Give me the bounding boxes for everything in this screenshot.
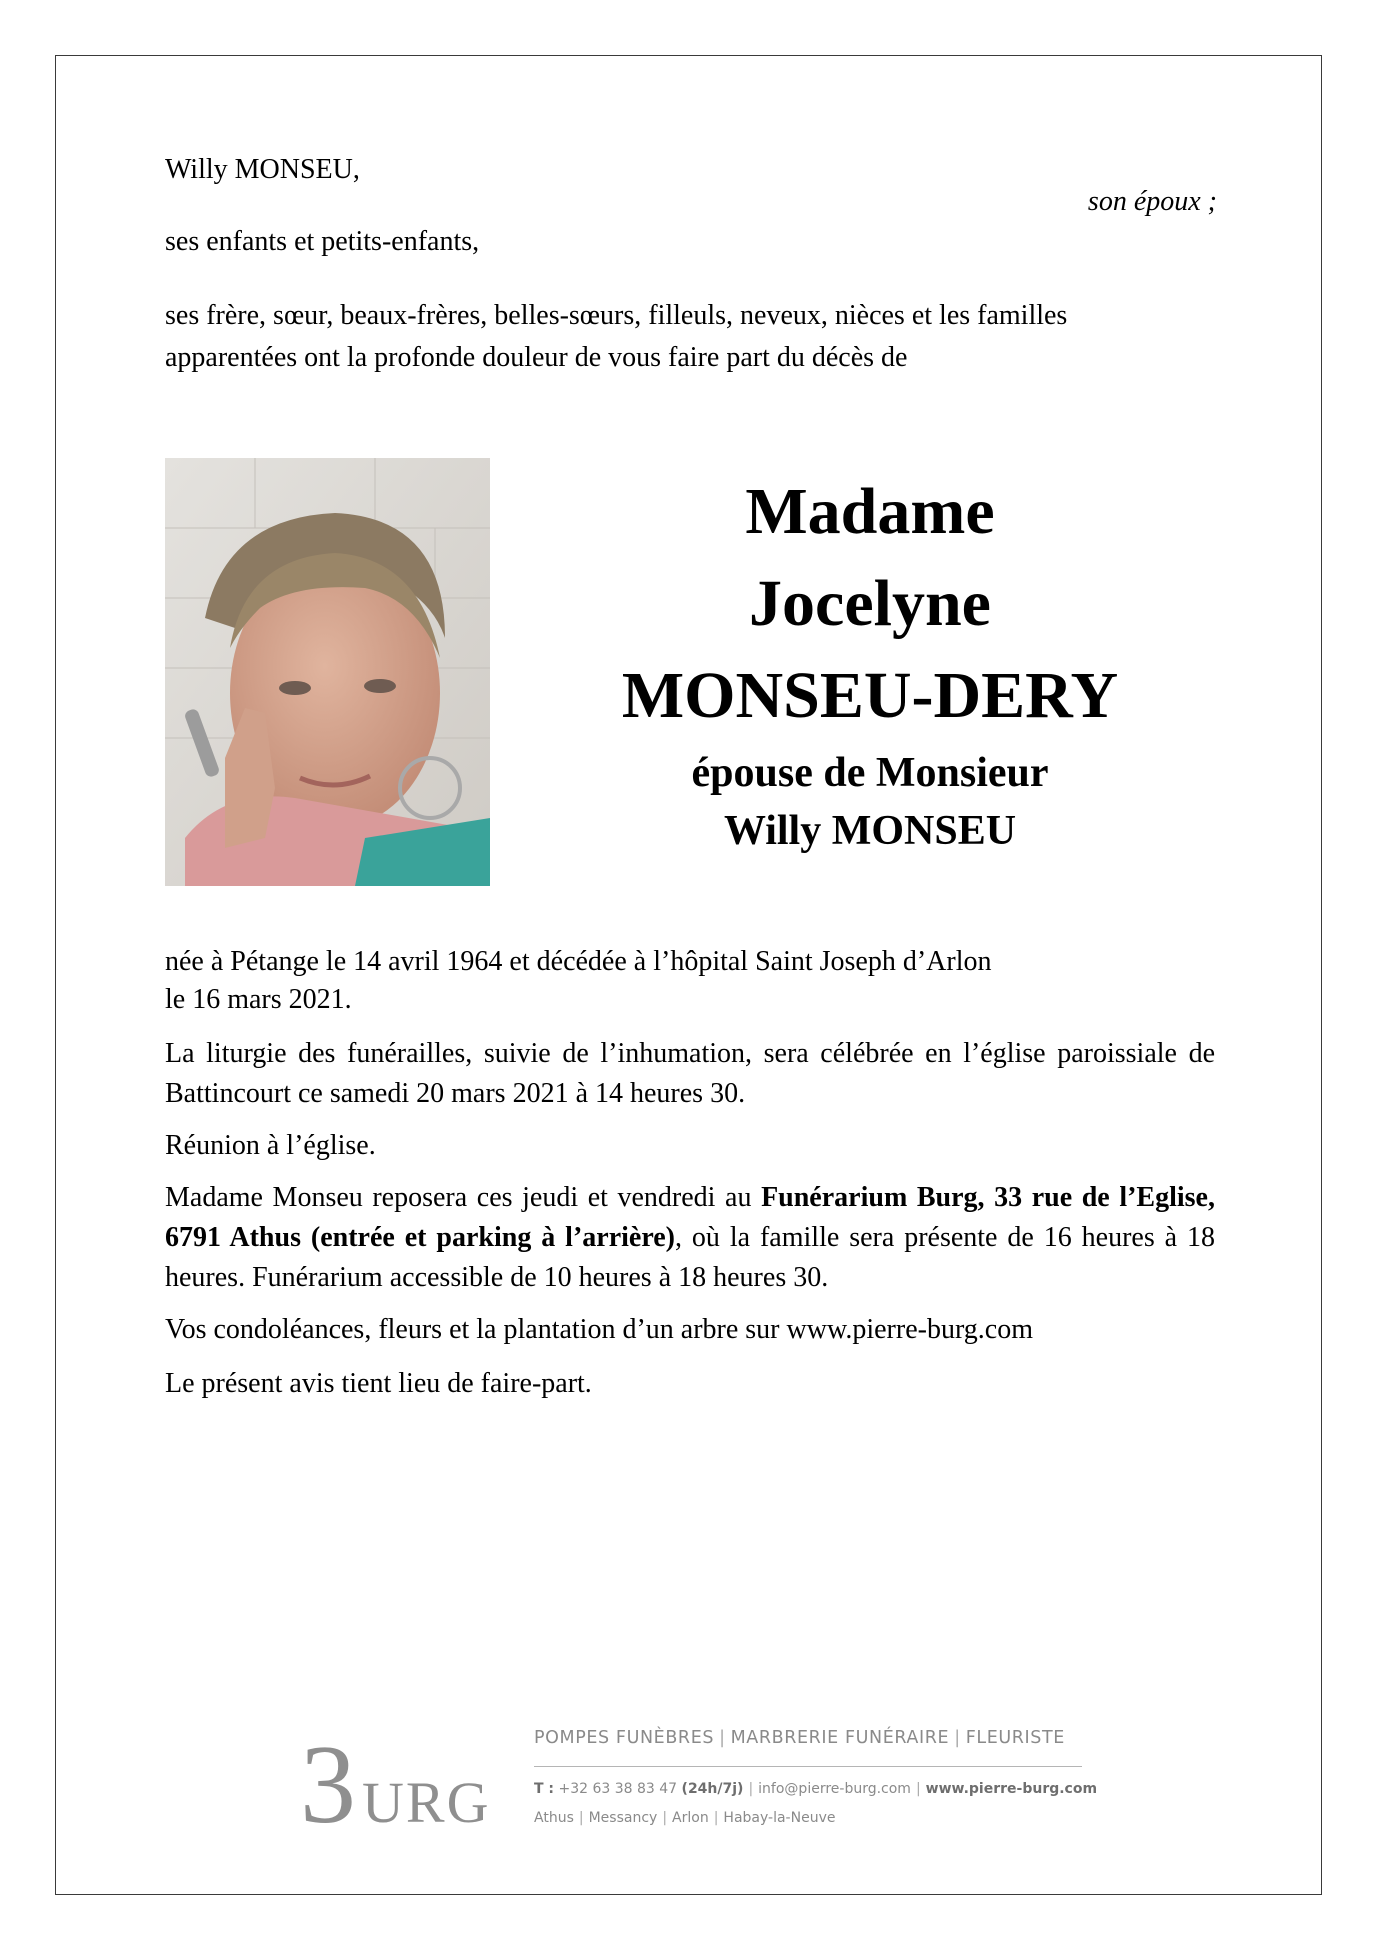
intro-spouse-note: son époux ;: [1087, 186, 1217, 217]
intro-children: ses enfants et petits-enfants,: [165, 226, 480, 257]
phone-label: T :: [534, 1781, 555, 1797]
birth-death-line-2: le 16 mars 2021.: [165, 984, 352, 1015]
website-link[interactable]: www.pierre-burg.com: [925, 1781, 1098, 1797]
email-link[interactable]: info@pierre-burg.com: [758, 1781, 911, 1797]
deceased-name-block: [560, 466, 1180, 860]
service-masonry: MARBRERIE FUNÉRAIRE: [730, 1728, 950, 1748]
cities-line: Athus | Messancy | Arlon | Habay-la-Neuve: [534, 1810, 836, 1826]
repose-prefix: Madame Monseu reposera ces jeudi et vendredi au: [165, 1182, 762, 1213]
deceased-first-name: Jocelyne: [749, 567, 991, 640]
deceased-last-name: MONSEU-DERY: [621, 659, 1119, 732]
footer-divider: [534, 1766, 1082, 1767]
funerarium-address: Funérarium Burg, 33 rue de l’Eglise, 6791 Athus (entrée et parking à l’arrière): [165, 1182, 1215, 1253]
birth-death-line-1: née à Pétange le 14 avril 1964 et décédée à l’hôpital Saint Joseph d’Arlon: [165, 946, 992, 977]
city-arlon: Arlon: [672, 1810, 709, 1826]
svg-text:URG: URG: [362, 1770, 491, 1832]
city-habay: Habay-la-Neuve: [723, 1810, 836, 1826]
footer: [300, 1722, 1098, 1842]
reunion-paragraph: Réunion à l’église.: [165, 1130, 376, 1161]
service-florist: FLEURISTE: [965, 1728, 1065, 1748]
deceased-title: Madame: [745, 475, 995, 548]
contact-line: T : +32 63 38 83 47 (24h/7j) | info@pierre-burg.com | www.pierre-burg.com: [534, 1781, 1098, 1797]
condolences-paragraph: Vos condoléances, fleurs et la plantation d’un arbre sur www.pierre-burg.com: [165, 1314, 1033, 1345]
svg-text:3: 3: [300, 1723, 356, 1832]
burg-logo: [300, 1722, 500, 1832]
service-funeral: POMPES FUNÈBRES: [534, 1728, 715, 1748]
spouse-line-1: épouse de Monsieur: [691, 750, 1049, 796]
intro-family-line-2: apparentées ont la profonde douleur de vous faire part du décès de: [165, 342, 908, 373]
repose-suffix: , où la famille sera présente de 16 heures à 18 heures. Funérarium accessible de 10 heures à 18 heures 30.: [165, 1222, 1215, 1293]
city-athus: Athus: [534, 1810, 574, 1826]
deceased-portrait: [165, 458, 490, 886]
intro-family-line-1: ses frère, sœur, beaux-frères, belles-sœurs, filleuls, neveux, nièces et les familles: [165, 300, 1068, 331]
phone-hours: (24h/7j): [681, 1781, 744, 1797]
liturgy-paragraph: La liturgie des funérailles, suivie de l’inhumation, sera célébrée en l’église paroissiale de Battincourt ce samedi 20 mars 2021 à 14 heures 30.: [165, 1038, 1215, 1109]
city-messancy: Messancy: [588, 1810, 658, 1826]
phone-number[interactable]: +32 63 38 83 47: [558, 1781, 678, 1797]
spouse-line-2: Willy MONSEU: [723, 808, 1017, 854]
services-line: POMPES FUNÈBRES | MARBRERIE FUNÉRAIRE | FLEURISTE: [534, 1728, 1065, 1748]
intro-spouse-name: Willy MONSEU,: [165, 154, 360, 185]
repose-paragraph: [165, 1178, 1215, 1298]
notice-paragraph: Le présent avis tient lieu de faire-part.: [165, 1368, 592, 1399]
